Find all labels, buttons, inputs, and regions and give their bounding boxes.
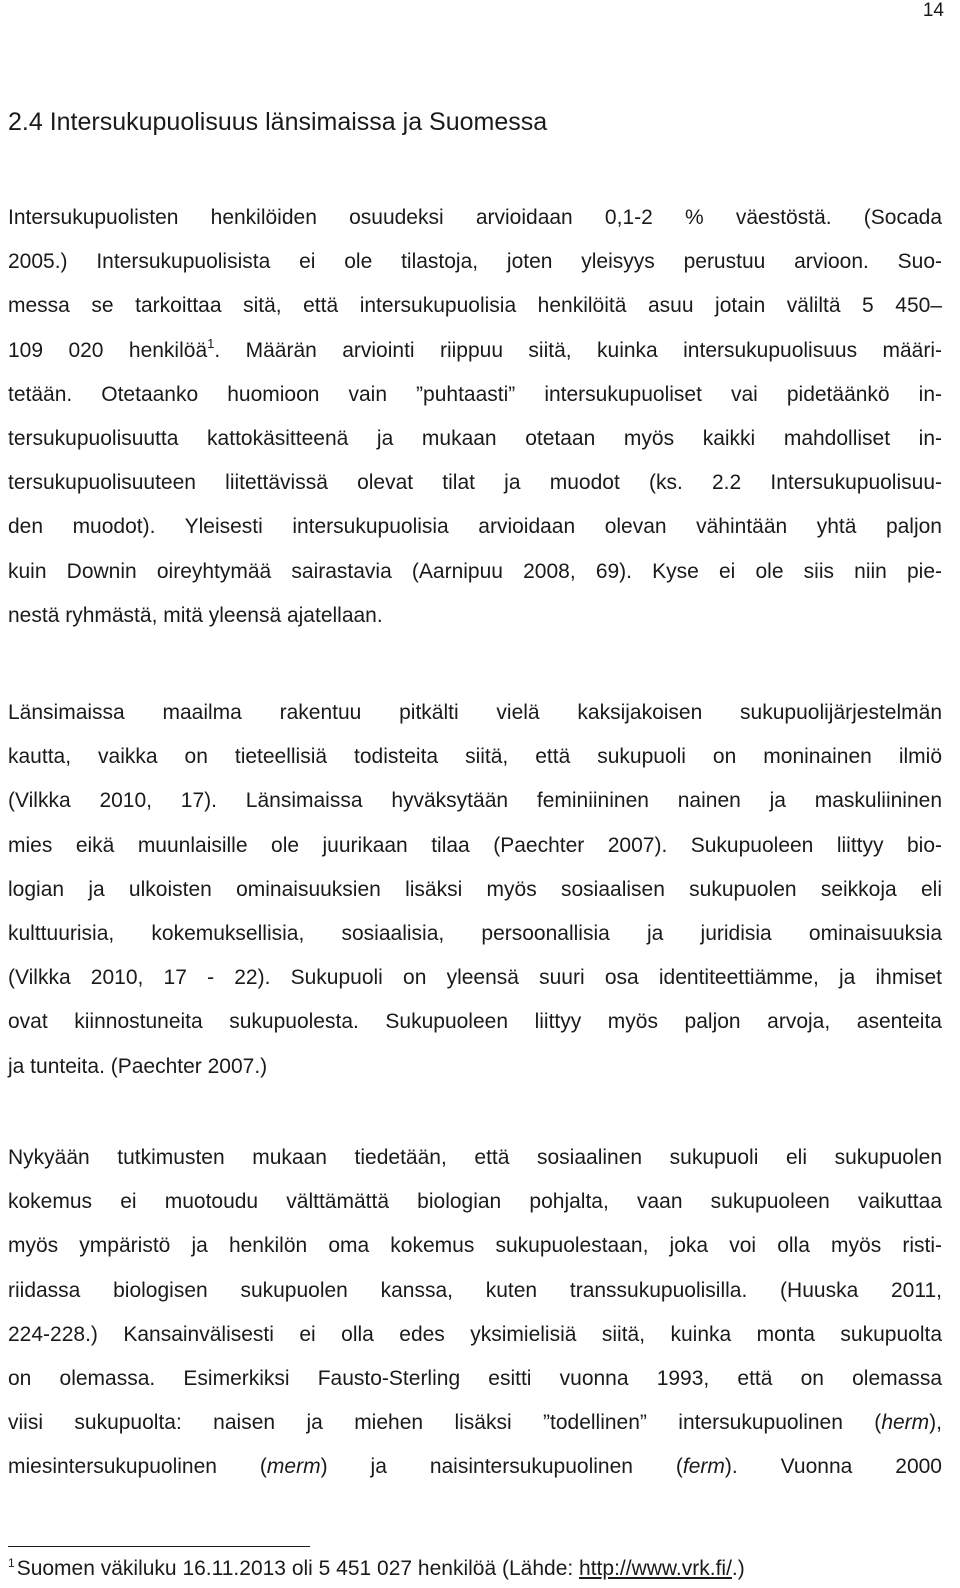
text-line: ja tunteita. (Paechter 2007.): [8, 1054, 268, 1078]
text-line: mies eikä muunlaisille ole juurikaan tilaa (Paechter 2007). Sukupuoleen liittyy bio-: [8, 833, 942, 857]
paragraph-western-countries: [8, 691, 942, 1089]
text-line: messa se tarkoittaa sitä, että intersukupuolisia henkilöitä asuu jotain väliltä 5 450–: [8, 294, 942, 318]
text-line: tersukupuolisuuteen liitettävissä olevat tilat ja muodot (ks. 2.2 Intersukupuolisuu-: [8, 471, 942, 495]
text-fragment: ). Vuonna 2000: [724, 1455, 942, 1479]
footnote-tail: .): [731, 1557, 745, 1580]
paragraph-prevalence: [8, 196, 942, 638]
text-line: on olemassa. Esimerkiksi Fausto-Sterling esitti vuonna 1993, että on olemassa: [8, 1367, 942, 1391]
text-line: (Vilkka 2010, 17). Länsimaissa hyväksytään feminiininen nainen ja maskuliininen: [8, 789, 942, 813]
footnote-marker: 1: [8, 1556, 15, 1570]
section-heading: 2.4 Intersukupuolisuus länsimaissa ja Suomessa: [8, 108, 548, 136]
footnote-separator: [8, 1546, 310, 1547]
text-line: nestä ryhmästä, mitä yleensä ajatellaan.: [8, 603, 383, 627]
text-fragment: 109 020 henkilöä: [8, 338, 208, 362]
italic-term: merm: [266, 1455, 321, 1479]
text-line: 2005.) Intersukupuolisista ei ole tilastoja, joten yleisyys perustuu arvioon. Suo-: [8, 250, 942, 274]
paragraph-research: [8, 1136, 942, 1490]
text-line: Länsimaissa maailma rakentuu pitkälti vielä kaksijakoisen sukupuolijärjestelmän: [8, 701, 942, 724]
text-line: tetään. Otetaanko huomioon vain ”puhtaasti” intersukupuoliset vai pidetäänkö in-: [8, 382, 942, 406]
text-line: kulttuurisia, kokemuksellisia, sosiaalisia, persoonallisia ja juridisia ominaisuuksia: [8, 922, 942, 946]
text-fragment: ) ja naisintersukupuolinen (: [320, 1455, 683, 1479]
text-line: kokemus ei muotoudu välttämättä biologian pohjalta, vaan sukupuoleen vaikuttaa: [8, 1190, 942, 1214]
page-number: 14: [922, 0, 944, 21]
footnote-text: Suomen väkiluku 16.11.2013 oli 5 451 027 henkilöä (Lähde:: [16, 1557, 580, 1580]
footnote: [8, 1556, 745, 1581]
text-line: [8, 1401, 942, 1445]
text-fragment: viisi sukupuolta: naisen ja miehen lisäksi ”todellinen” intersukupuolinen (: [8, 1411, 882, 1435]
text-line: 224-228.) Kansainvälisesti ei olla edes yksimielisiä siitä, kuinka monta sukupuolta: [8, 1322, 942, 1346]
text-fragment: miesintersukupuolinen (: [8, 1455, 267, 1479]
text-line: Intersukupuolisten henkilöiden osuudeksi arvioidaan 0,1-2 % väestöstä. (Socada: [8, 206, 942, 229]
text-line: logian ja ulkoisten ominaisuuksien lisäksi myös sosiaalisen sukupuolen seikkoja eli: [8, 877, 942, 901]
italic-term: ferm: [682, 1455, 725, 1479]
text-line: kuin Downin oireyhtymää sairastavia (Aarnipuu 2008, 69). Kyse ei ole siis niin pie-: [8, 559, 942, 583]
italic-term: herm: [881, 1411, 930, 1435]
text-fragment: ),: [929, 1411, 942, 1435]
footnote-reference: 1: [207, 335, 215, 351]
text-line: den muodot). Yleisesti intersukupuolisia arvioidaan olevan vähintään yhtä paljon: [8, 515, 942, 539]
text-line: [8, 329, 942, 373]
text-line: riidassa biologisen sukupuolen kanssa, kuten transsukupuolisilla. (Huuska 2011,: [8, 1278, 942, 1302]
text-line: Nykyään tutkimusten mukaan tiedetään, että sosiaalinen sukupuoli eli sukupuolen: [8, 1146, 942, 1169]
text-line: myös ympäristö ja henkilön oma kokemus sukupuolestaan, joka voi olla myös risti-: [8, 1234, 942, 1258]
text-line: kautta, vaikka on tieteellisiä todisteita siitä, että sukupuoli on moninainen ilmiö: [8, 745, 942, 769]
text-line: ovat kiinnostuneita sukupuolesta. Sukupuoleen liittyy myös paljon arvoja, asenteita: [8, 1010, 942, 1034]
text-line: [8, 1445, 942, 1489]
footnote-link[interactable]: http://www.vrk.fi/: [579, 1557, 732, 1580]
text-line: tersukupuolisuutta kattokäsitteenä ja mukaan otetaan myös kaikki mahdolliset in-: [8, 427, 942, 451]
text-fragment: . Määrän arviointi riippuu siitä, kuinka intersukupuolisuus määri-: [214, 338, 942, 362]
text-line: (Vilkka 2010, 17 - 22). Sukupuoli on yleensä suuri osa identiteettiämme, ja ihmiset: [8, 966, 942, 990]
